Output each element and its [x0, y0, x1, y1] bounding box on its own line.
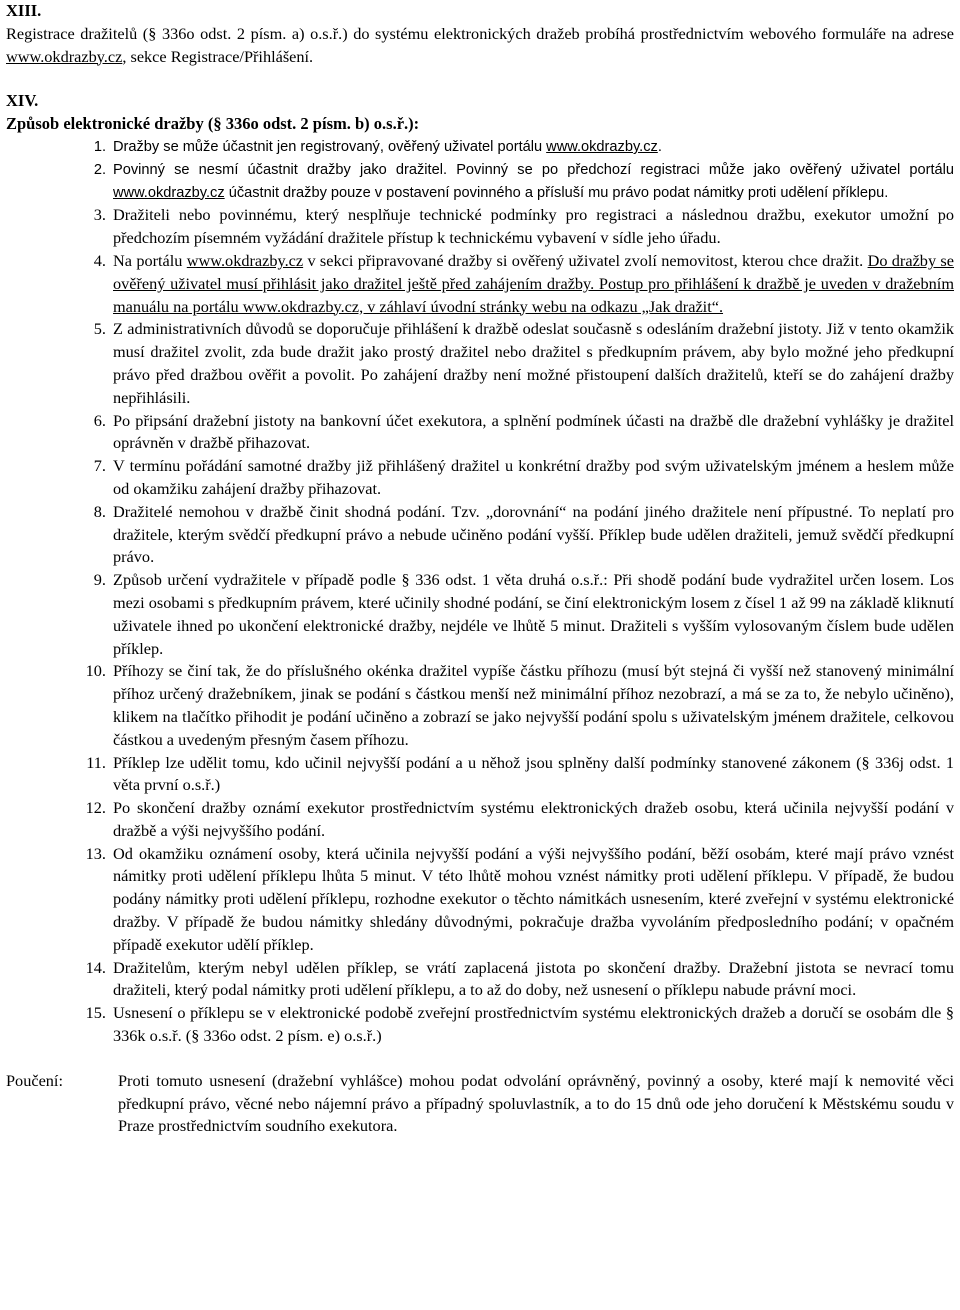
list-item: 15. Usnesení o příklepu se v elektronické podobě zveřejní prostřednictvím systému elektronických dražeb a doručí se osobám dle § 336k o.s.ř. (§ 336o odst. 2 písm. e) o.s.ř.) [85, 1003, 954, 1046]
list-item: 11. Příklep lze udělit tomu, kdo učinil nejvyšší podání a u něhož jsou splněny další podmínky stanovené zákonem (§ 336j odst. 1 věta první o.s.ř.) [86, 752, 954, 795]
okdrazby-link[interactable]: www.okdrazby.cz [6, 46, 123, 66]
list-item: 4. Na portálu www.okdrazby.cz v sekci připravované dražby si ověřený uživatel zvolí nemovitost, kterou chce dražit. Do dražby se ověřený uživatel musí přihlásit jako dražitel ještě před zahájením dražby. Postup pro přihlášení k dražbě je uveden v dražebním manuálu na portálu www.okdrazby.cz, v záhlaví úvodní stránky webu na odkazu „Jak dražit“. [93, 250, 954, 316]
list-item: 6. Po připsání dražební jistoty na bankovní účet exekutora, a splnění podmínek účasti na dražbě dle dražební vyhlášky je dražitel oprávněn v dražbě přihazovat. [93, 410, 954, 453]
registration-text: Registrace dražitelů (§ 336o odst. 2 písm. a) o.s.ř.) do systému elektronických dražeb probíhá prostřednictvím webového formuláře na adrese [6, 23, 954, 43]
section-xiii-paragraph [6, 23, 954, 69]
section-xiv-heading: XIV. [6, 91, 39, 111]
list-item: 10. Příhozy se činí tak, že do příslušného okénka dražitel vypíše částku příhozu (musí být stejná či vyšší než stanovený minimální příhoz určený dražebníkem, jinak se podání s částkou menší než minimální příhoz nezobrazí, a má se za to, že nebylo učiněno), klikem na tlačítko přihodit je podání učiněno a zobrazí se jako nejvyšší podání spolu s uživatelským jménem dražitele, celkovou částkou a uvedeným přesným časem příhozu. [85, 661, 954, 749]
pouceni-label: Poučení: [6, 1070, 63, 1090]
section-xiii-heading: XIII. [6, 1, 42, 20]
pouceni-block [6, 1070, 954, 1138]
pouceni-text: Proti tomuto usnesení (dražební vyhlášce) mohou podat odvolání oprávněný, povinný a osoby, které mají k nemovité věci předkupní právo, věcné nebo nájemní právo a případný spoluvlastník, a to do 15 dnů ode jeho doručení k Městskému soudu v Praze prostřednictvím soudního exekutora. [118, 1070, 954, 1136]
list-item: 5. Z administrativních důvodů se doporučuje přihlášení k dražbě odeslat současně s odesláním dražební jistoty. Již v tento okamžik musí dražitel zvolit, zda bude dražit jako prostý dražitel nebo dražitel s předkupním právem, aby bylo možné jeho předkupní právo před dražbou ověřit a povolit. Po zahájení dražby není možné přistoupení dalších dražitelů, kteří se do zahájení dražby nepřihlásili. [93, 319, 954, 407]
document-page [6, 0, 954, 1138]
list-item: 14. Dražitelům, kterým nebyl udělen příklep, se vrátí zaplacená jistota po skončení dražby. Dražební jistota se nevrací tomu dražiteli, který podal námitky proti udělení příklepu, a to až do doby, než usnesení o příklepu nabude právní moci. [85, 957, 954, 1000]
okdrazby-link[interactable]: www.okdrazby.cz [546, 138, 658, 155]
list-item: 7. V termínu pořádání samotné dražby již přihlášený dražitel u konkrétní dražby pod svým uživatelským jménem a heslem může od okamžiku zahájení dražby přihazovat. [93, 456, 954, 498]
list-item: 2. Povinný se nesmí účastnit dražby jako dražitel. Povinný se po předchozí registraci může jako ověřený uživatel portálu www.okdrazby.cz účastnit dražby pouze v postavení povinného a přísluší mu právo podat námitky proti udělení příklepu. [93, 161, 954, 201]
list-item: 12. Po skončení dražby oznámí exekutor prostřednictvím systému elektronických dražeb osobu, která učinila nejvyšší podání v dražbě a výši nejvyššího podání. [85, 798, 954, 840]
list-item: 8. Dražitelé nemohou v dražbě činit shodná podání. Tzv. „dorovnání“ na podání jiného dražitele není přípustné. To neplatí pro dražitele, kterým svědčí předkupní právo a nebude učiněno podání vyšší. Příklep bude udělen dražiteli, jemuž svědčí předkupní právo. [93, 501, 954, 567]
registration-instructions-underlined: Do dražby se ověřený uživatel musí přihlásit jako dražitel ještě před zahájením dražby. Postup pro přihlášení k dražbě je uveden v dražebním manuálu na portálu www.okdrazby.cz, v záhlaví úvodní stránky webu na odkazu „Jak dražit“. [113, 250, 954, 316]
list-item: 3. Dražiteli nebo povinnému, který nesplňuje technické podmínky pro registraci a následnou dražbu, exekutor umožní po předchozím písemném vyžádání dražitele přístup k technickému vybavení v sídle jeho úřadu. [93, 205, 954, 248]
list-item: 1. Dražby se může účastnit jen registrovaný, ověřený uživatel portálu www.okdrazby.cz. [93, 138, 662, 155]
registration-text-end: , sekce Registrace/Přihlášení. [122, 46, 314, 66]
list-item: 13. Od okamžiku oznámení osoby, která učinila nejvyšší podání a výši nejvyššího podání, běží osobám, které mají právo vznést námitky proti udělení příklepu lhůta 5 minut. V této lhůtě mohou vznést námitky proti udělení příklepu. V případě, že budou podány námitky proti udělení příklepu, rozhodne exekutor o těchto námitkách usnesením, které zveřejní v systému elektronické dražby. V případě že budou námitky shledány důvodnými, pokračuje dražba vyvoláním předposledního podání; v opačném případě exekutor udělí příklep. [85, 843, 954, 954]
okdrazby-link[interactable]: www.okdrazby.cz [113, 184, 225, 201]
list-item: 9. Způsob určení vydražitele v případě podle § 336 odst. 1 věta druhá o.s.ř.: Při shodě podání bude vydražitel určen losem. Los mezi osobami s předkupním právem, které učinily shodné podání, se činí elektronickým losem z čísel 1 až 99 na základě kliknutí uživatele ihned po ukončení elektronické dražby, nejdéle ve lhůtě 5 minut. Dražiteli s vyšším vylosovaným číslem bude udělen příklep. [93, 570, 954, 658]
section-xiv-subheading: Způsob elektronické dražby (§ 336o odst. 2 písm. b) o.s.ř.): [6, 114, 420, 134]
okdrazby-link[interactable]: www.okdrazby.cz [186, 250, 304, 270]
auction-rules-list [6, 136, 954, 1048]
